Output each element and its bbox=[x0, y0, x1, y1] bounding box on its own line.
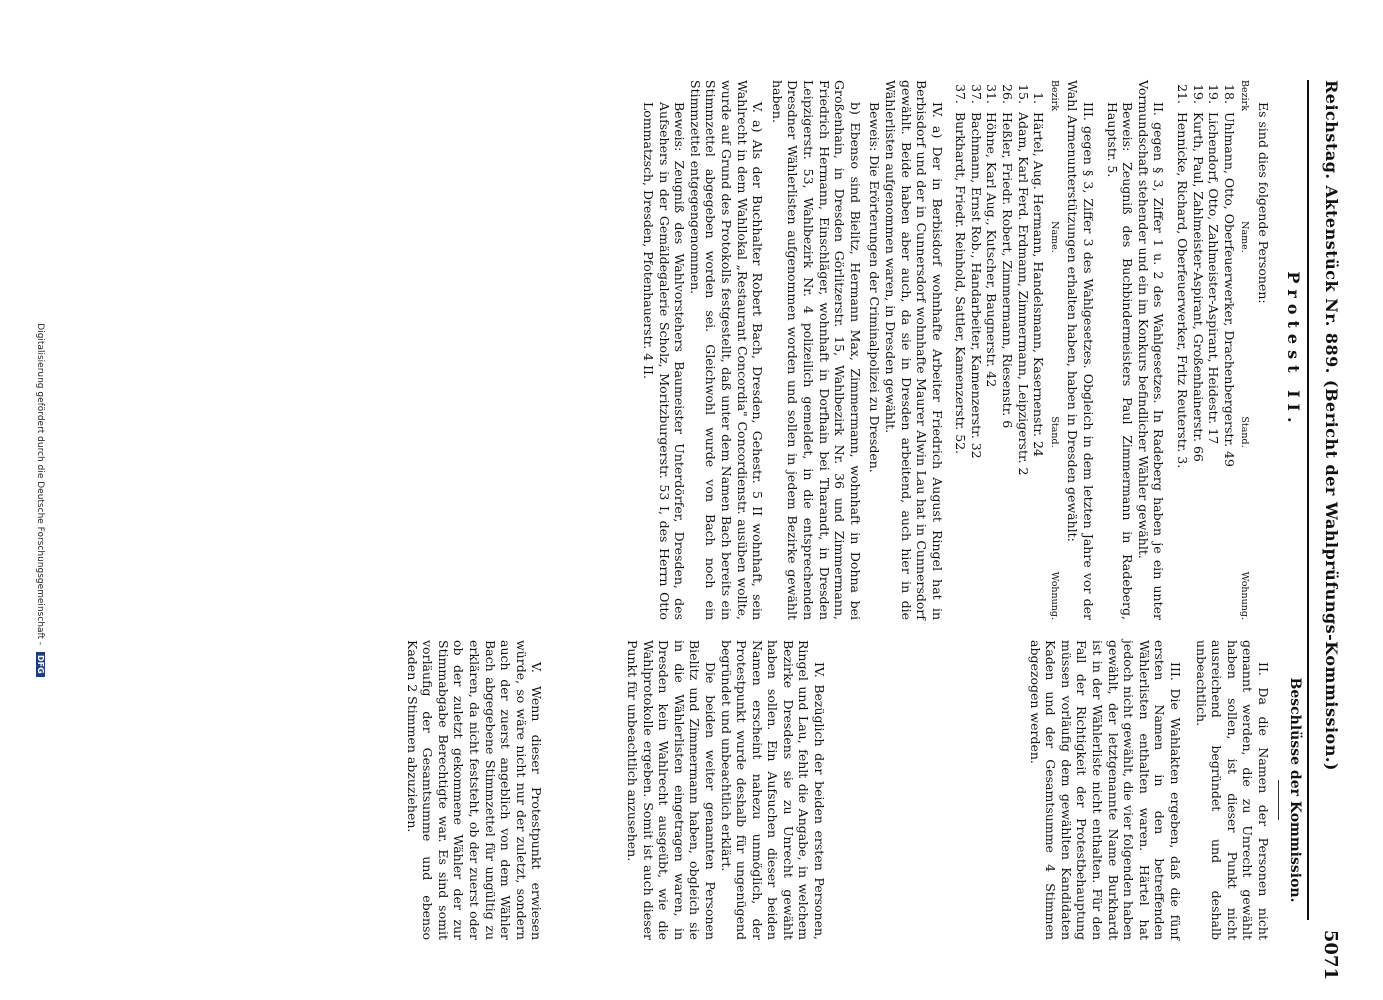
item-text: Lichendorf, Otto, Zahlmeister-Aspirant, Heidestr. 17 bbox=[1206, 112, 1222, 445]
decision-4b: Die beiden weiter genannten Personen Bielitz und Zimmermann haben, obgleich sie in die Wählerlisten eingetragen waren, in Dresden kein Wahlrecht ausgeübt, wie die Wahlprotokolle ergeben. Somit ist auch dieser Punkt für unbeachtlich anzusehen. bbox=[624, 640, 718, 940]
item-number: 15. bbox=[1015, 84, 1031, 104]
item-text: Hennicke, Richard, Oberfeuerwerker, Fritz Reuterstr. 3. bbox=[1175, 112, 1191, 469]
list-item bbox=[1000, 80, 1016, 620]
item-number: 18. bbox=[1221, 84, 1237, 104]
th-bezirk: Bezirk bbox=[1048, 80, 1060, 111]
item-text: Höhne, Karl Aug., Kutscher, Baugnerstr. 42 bbox=[984, 112, 1000, 388]
th-wohnung: Wohnung. bbox=[1239, 571, 1251, 620]
item-number: 26. bbox=[1000, 84, 1016, 104]
credit-text: Digitalisierung gefördert durch die Deutsche Forschungsgemeinschaft - bbox=[35, 323, 45, 646]
section-5: V. a) Als der Buchhalter Robert Bach, Dresden, Gehestr. 5 II wohnhaft, sein Wahlrecht in dem Wahllokal „Restaurant Concordia" Concordienstr. ausüben wollte, wurde auf Grund des Protokolls festgestellt, daß unter dem Namen Bach bereits ein Stimmzettel abgegeben worden sei. Gleichwohl wurde von Bach noch ein Stimmzettel entgegengenommen. bbox=[687, 80, 766, 620]
th-name: Name. bbox=[1239, 221, 1251, 253]
list-item bbox=[1174, 80, 1190, 620]
item-number: 19. bbox=[1190, 84, 1206, 104]
item-text: Heßler, Friedr. Robert, Zimmermann, Riesenstr. 6 bbox=[1000, 112, 1016, 429]
item-number: 21. bbox=[1175, 84, 1191, 104]
section-3: III. gegen § 3, Ziffer 3 des Wahlgesetzes. Obgleich in dem letzten Jahre vor der Wahl Armenunterstützungen erhalten haben, haben in Dresden gewählt: bbox=[1065, 80, 1097, 620]
decision-5: V. Wenn dieser Protestpunkt erwiesen würde, so wäre nicht nur der zuletzt, sondern auch der zuerst angeblich von dem Wähler Bach abgegebene Stimmzettel für ungültig zu erklären, da nicht feststeht, ob der zuerst oder ob der zuletzt gekommene Wähler der zur Stimmabgabe Berechtigte war. Es sind somit vorläufig der Gesamtsumme und ebenso Kaden 2 Stimmen abzuziehen. bbox=[404, 640, 545, 940]
decision-4: IV. Bezüglich der beiden ersten Personen, Ringel und Lau, fehlt die Angabe, in welchem Bezirke Dresdens sie zu Unrecht gewählt haben sollen. Ein Aufsuchen dieser beiden Namen erscheint nahezu unmöglich, der Protestpunkt wurde deshalb für ungenügend begründet und unbeachtlich erklärt. bbox=[718, 640, 828, 940]
commission-heading: Beschlüsse der Kommission. bbox=[1287, 677, 1303, 903]
th-stand: Stand. bbox=[1048, 416, 1060, 448]
decision-3: III. Die Wahlakten ergeben, daß die fünf ersten Namen in den betreffenden Wählerlisten enthalten waren. Härtel hat jedoch nicht gewählt, die vier folgenden haben gewählt, der letztgenannte Name Burkhardt ist in der Wählerliste nicht enthalten. Für den Fall der Richtigkeit der Protestbehauptung müssen vorläufig dem gewählten Kandidaten Kaden und der Gesamtsumme 4 Stimmen abgezogen werden. bbox=[1027, 640, 1184, 940]
commission-column bbox=[404, 640, 1271, 940]
list-item bbox=[984, 80, 1000, 620]
table-header bbox=[1237, 80, 1253, 620]
page-header bbox=[1315, 80, 1375, 980]
list-item bbox=[1190, 80, 1206, 620]
section-4a-beweis: Beweis: Die Erörterungen der Criminalpolizei zu Dresden. bbox=[867, 102, 883, 473]
item-text: Burkhardt, Friedr. Reinhold, Sattler, Kamenzerstr. 52. bbox=[953, 112, 969, 455]
item-number: 1. bbox=[1031, 92, 1047, 104]
protest-column bbox=[640, 80, 1271, 620]
section-4b: b) Ebenso sind Bielitz, Hermann Max, Zimmermann, wohnhaft in Dohna bei Großenhain, in Dresden Görlitzerstr. 15, Wahlbezirk Nr. 36 und Zimmermann, Friedrich Hermann, Einschläger, wohnhaft in Dorfhain bei Tharandt, in Dresden Leipzigerstr. 53, Wahlbezirk Nr. 4 polizeilich gemeldet, in die entsprechenden Dresdner Wählerlisten aufgenommen worden und sollen in jedem Bezirke gewählt haben. bbox=[769, 80, 863, 620]
header-rule bbox=[1307, 80, 1309, 920]
item-number: 31. bbox=[984, 84, 1000, 104]
th-wohnung: Wohnung. bbox=[1048, 571, 1060, 620]
item-number: 37. bbox=[953, 84, 969, 104]
protest-heading: Protest II. bbox=[1284, 271, 1303, 429]
item-text: Härtel, Aug. Hermann, Handelsmann, Kasernenstr. 24 bbox=[1031, 112, 1047, 457]
item-text: Kurth, Paul, Zahlmeister-Aspirant, Großenhainerstr. 66 bbox=[1190, 112, 1206, 462]
page-number: 5071 bbox=[1320, 929, 1341, 980]
section-2-beweis: Beweis: Zeugniß des Buchbindermeisters Paul Zimmermann in Radeberg, Hauptstr. 5. bbox=[1104, 102, 1136, 620]
table-header bbox=[1046, 80, 1062, 620]
item-number: 37. bbox=[968, 84, 984, 104]
th-bezirk: Bezirk bbox=[1239, 80, 1251, 111]
list-item bbox=[953, 80, 969, 620]
dfg-logo: DFG bbox=[36, 652, 45, 677]
item-text: Uhlmann, Otto, Oberfeuerwerker, Drachenbergerstr. 49 bbox=[1221, 112, 1237, 467]
section-2: II. gegen § 3, Ziffer 1 u. 2 des Wahlgesetzes. In Radeberg haben je ein unter Vormundschaft stehender und ein im Konkurs befindlicher Wähler gewählt. bbox=[1135, 80, 1167, 620]
digitization-credit bbox=[35, 0, 45, 1000]
decision-2: II. Da die Namen der Personen nicht genannt werden, die zu Unrecht gewählt haben sollen, ist dieser Punkt nicht ausreichend begründet und deshalb unbeachtlich. bbox=[1193, 640, 1271, 940]
th-stand: Stand. bbox=[1239, 416, 1251, 448]
item-text: Adam, Karl Ferd. Erdmann, Zimmermann, Leipzigerstr. 2 bbox=[1015, 112, 1031, 476]
item-text: Bachmann, Ernst Rob., Handarbeiter, Kamenzerstr. 32 bbox=[968, 112, 984, 459]
list-item bbox=[1031, 80, 1047, 620]
list-item bbox=[1221, 80, 1237, 620]
list-item bbox=[968, 80, 984, 620]
section-5-beweis: Beweis: Zeugniß des Wahlvorstehers Baumeister Unterdörfer, Dresden, des Aufsehers in der Gemäldegalerie Scholz, Moritzburgerstr. 53 I, des Herrn Otto Lommatzsch, Dresden, Pfotenhauerstr. 4 II. bbox=[641, 102, 688, 620]
list-item bbox=[1015, 80, 1031, 620]
header-title: Reichstag. Aktenstück Nr. 889. (Bericht der Wahlprüfungs-Kommission.) bbox=[1322, 80, 1341, 771]
intro-text: Es sind dies folgende Personen: bbox=[1256, 102, 1271, 304]
item-number: 19. bbox=[1206, 84, 1222, 104]
list-item bbox=[1206, 80, 1222, 620]
th-name: Name. bbox=[1048, 221, 1060, 253]
heading-rule bbox=[1278, 780, 1279, 820]
section-4a: IV. a) Der in Berbisdorf wohnhafte Arbeiter Friedrich August Ringel hat in Berbisdorf und der in Cunnersdorf wohnhafte Maurer Alwin Lau hat in Cunnersdorf gewählt. Beide haben aber auch, da sie in Dresden arbeitend, auch hier in die Wählerlisten aufgenommen waren, in Dresden gewählt. bbox=[882, 80, 945, 620]
